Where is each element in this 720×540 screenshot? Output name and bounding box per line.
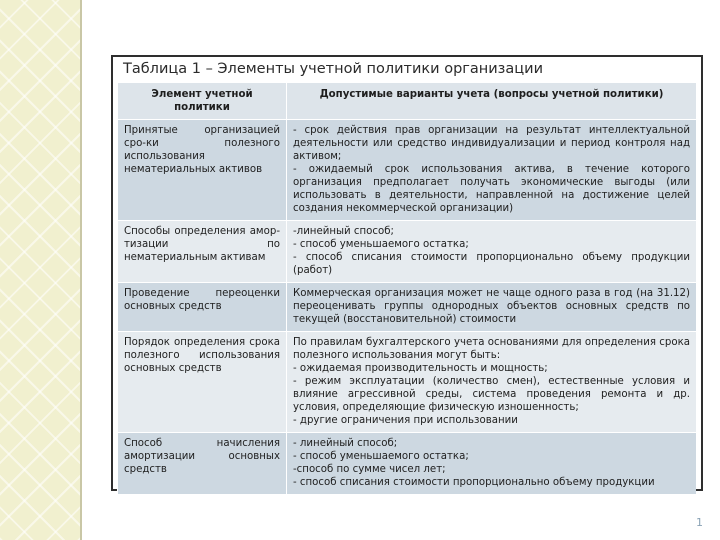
variant-line: -линейный способ; (293, 226, 394, 237)
table-row (118, 120, 697, 221)
variant-line: - линейный способ; (293, 438, 398, 449)
table-row (118, 433, 697, 495)
variant-line: - способ списания стоимости пропорционально объему продукции (работ) (293, 252, 690, 276)
accounting-policy-table (117, 82, 696, 495)
variant-line: - ожидаемый срок использования актива, в течение которого организация предполагает получать экономические выгоды (или использовать в деятельности, направленной на достижение целей создания некоммерческой организации) (293, 164, 690, 214)
variants-cell (287, 120, 697, 221)
element-cell: Способы определения амор-тизации по нематериальным активам (118, 221, 287, 283)
variant-line: - другие ограничения при использовании (293, 415, 518, 426)
variants-cell (287, 283, 697, 332)
variant-line: - срок действия прав организации на результат интеллектуальной деятельности или средство индивидуализации и период контроля над активом; (293, 125, 690, 162)
side-panel-divider (80, 0, 82, 540)
table-row (118, 221, 697, 283)
page-number: 1 (696, 516, 703, 529)
variants-cell (287, 332, 697, 433)
table-container (117, 82, 696, 540)
decorative-side-panel (0, 0, 80, 540)
element-cell: Порядок определения срока полезного использования основных средств (118, 332, 287, 433)
variant-line: -способ по сумме чисел лет; (293, 464, 446, 475)
header-element: Элемент учетной политики (118, 83, 287, 120)
variant-line: - способ уменьшаемого остатка; (293, 451, 469, 462)
variant-line: Коммерческая организация может не чаще одного раза в год (на 31.12) переоценивать группы однородных объектов основных средств по текущей (восстановительной) стоимости (293, 288, 690, 325)
variant-line: По правилам бухгалтерского учета основаниями для определения срока полезного использования могут быть: (293, 337, 690, 361)
table-title: Таблица 1 – Элементы учетной политики организации (123, 61, 543, 77)
variants-cell (287, 221, 697, 283)
header-variants: Допустимые варианты учета (вопросы учетной политики) (287, 83, 697, 120)
variants-cell (287, 433, 697, 495)
element-cell: Проведение переоценки основных средств (118, 283, 287, 332)
variant-line: - режим эксплуатации (количество смен), естественные условия и влияние агрессивной среды, система проведения ремонта и др. условия, определяющие физическую изношенность; (293, 376, 690, 413)
variant-line: - способ списания стоимости пропорционально объему продукции (293, 477, 655, 488)
variant-line: - ожидаемая производительность и мощность; (293, 363, 548, 374)
variant-line: - способ уменьшаемого остатка; (293, 239, 469, 250)
element-cell: Способ начисления амортизации основных средств (118, 433, 287, 495)
element-cell: Принятые организацией сро-ки полезного использования нематериальных активов (118, 120, 287, 221)
table-row (118, 332, 697, 433)
table-header-row (118, 83, 697, 120)
table-row (118, 283, 697, 332)
